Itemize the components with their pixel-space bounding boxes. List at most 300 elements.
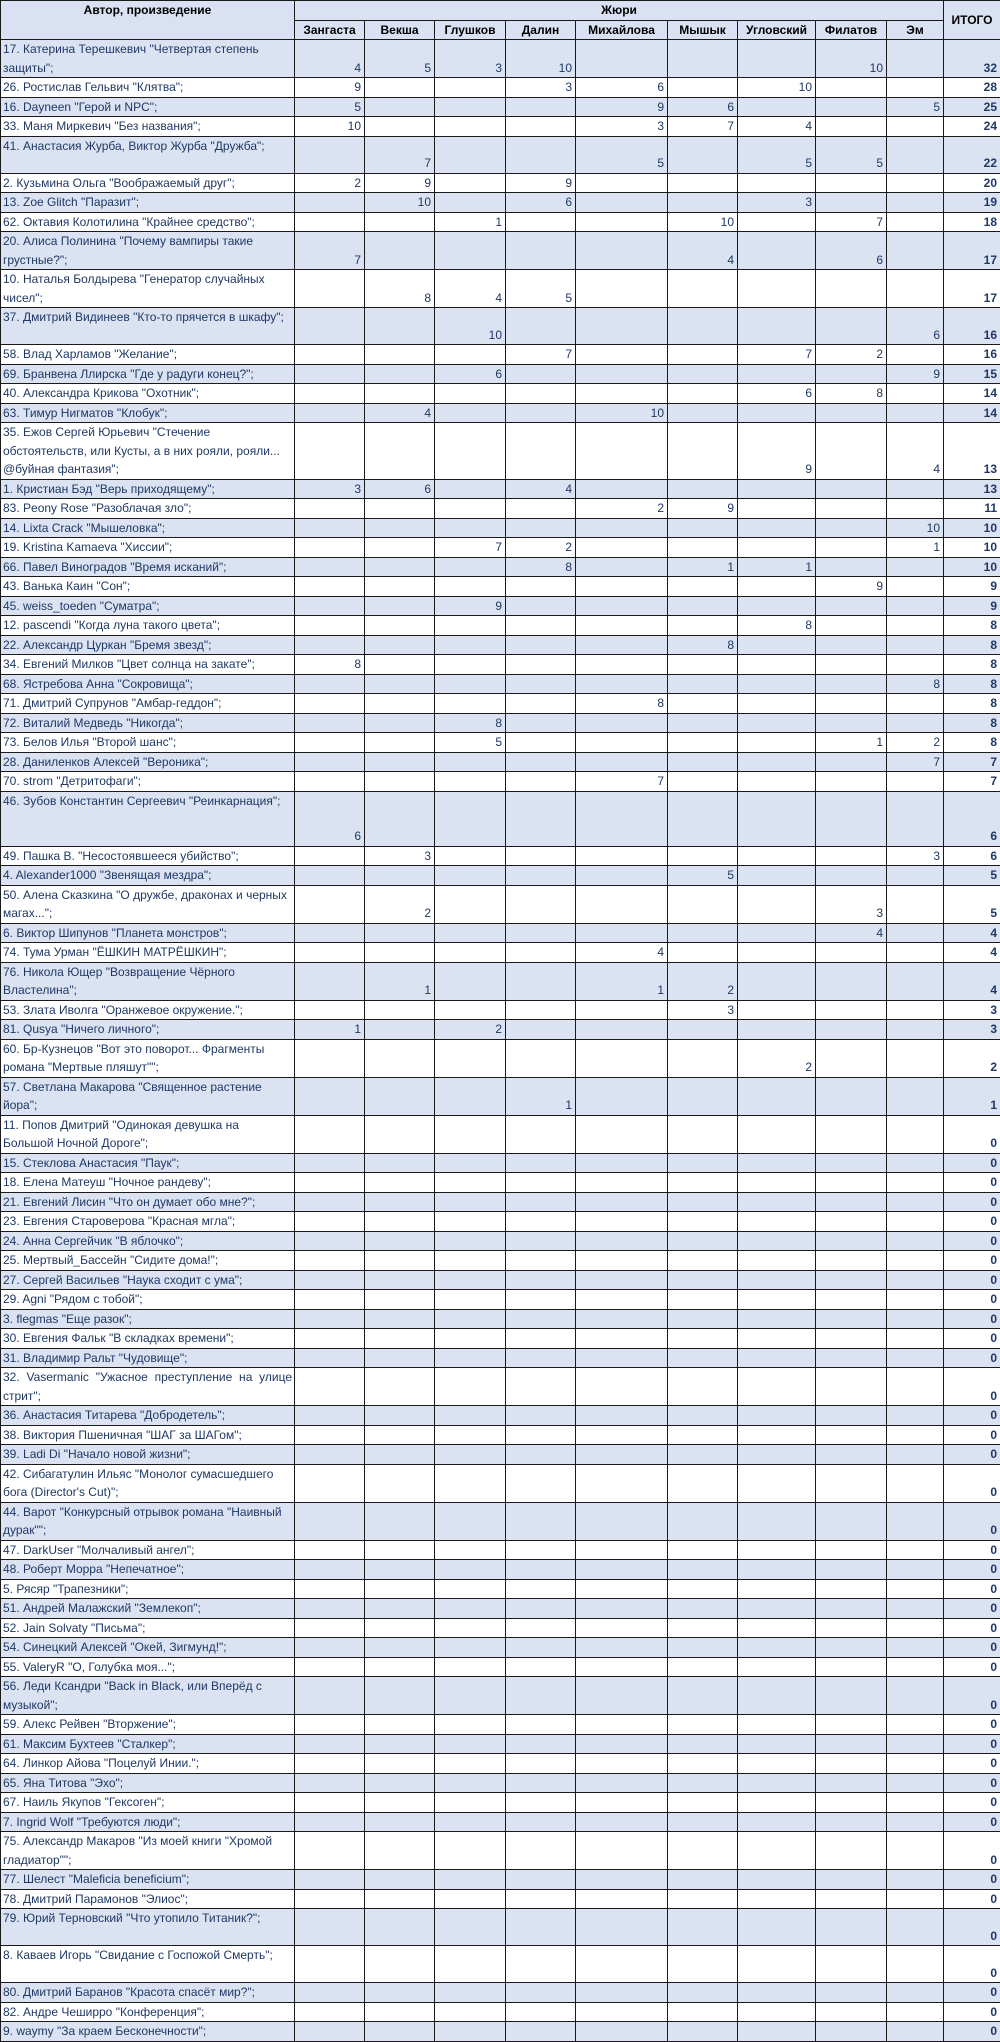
juror-column-header[interactable]: Эм [887,20,944,40]
score-cell[interactable] [295,423,365,480]
score-cell[interactable] [738,1464,816,1502]
score-cell[interactable] [365,1464,435,1502]
score-cell[interactable] [365,212,435,232]
score-cell[interactable] [435,1464,506,1502]
score-cell[interactable] [887,1000,944,1020]
entry-name-cell[interactable]: 51. Андрей Малажский "Землекоп"; [1,1599,295,1619]
score-cell[interactable] [295,212,365,232]
entry-name-cell[interactable]: 70. strom "Детритофаги"; [1,772,295,792]
entry-name-cell[interactable]: 71. Дмитрий Супрунов "Амбар-геддон"; [1,694,295,714]
score-cell[interactable] [506,866,576,886]
total-cell[interactable]: 0 [944,1677,1000,1715]
juror-column-header[interactable]: Векша [365,20,435,40]
total-cell[interactable]: 2 [944,1039,1000,1077]
score-cell[interactable] [668,1039,738,1077]
score-cell[interactable] [295,1618,365,1638]
score-cell[interactable] [435,1983,506,2003]
score-cell[interactable] [816,635,887,655]
score-cell[interactable] [576,1909,668,1946]
score-cell[interactable] [816,403,887,423]
score-cell[interactable] [816,78,887,98]
score-cell[interactable] [738,1270,816,1290]
author-column-header[interactable]: Автор, произведение [1,1,295,40]
score-cell[interactable]: 3 [365,846,435,866]
score-cell[interactable] [887,1793,944,1813]
score-cell[interactable] [365,1020,435,1040]
score-cell[interactable] [506,1020,576,1040]
score-cell[interactable]: 8 [887,674,944,694]
entry-name-cell[interactable]: 17. Катерина Терешкевич "Четвертая степень защиты"; [1,40,295,78]
total-cell[interactable]: 0 [944,1657,1000,1677]
score-cell[interactable]: 3 [668,1000,738,1020]
score-cell[interactable] [576,1309,668,1329]
score-cell[interactable]: 10 [506,40,576,78]
score-cell[interactable] [576,674,668,694]
score-cell[interactable] [506,674,576,694]
score-cell[interactable] [435,1406,506,1426]
score-cell[interactable] [887,943,944,963]
total-cell[interactable]: 0 [944,1270,1000,1290]
score-cell[interactable] [668,885,738,923]
score-cell[interactable] [816,1832,887,1870]
score-cell[interactable] [365,1445,435,1465]
score-cell[interactable] [435,635,506,655]
score-cell[interactable] [435,2022,506,2042]
score-cell[interactable] [435,384,506,404]
score-cell[interactable] [295,1173,365,1193]
entry-name-cell[interactable]: 36. Анастасия Титарева "Добродетель"; [1,1406,295,1426]
score-cell[interactable]: 2 [506,538,576,558]
score-cell[interactable] [435,1793,506,1813]
entry-name-cell[interactable]: 80. Дмитрий Баранов "Красота спасёт мир?"; [1,1983,295,2003]
score-cell[interactable] [506,1540,576,1560]
score-cell[interactable]: 9 [887,364,944,384]
score-cell[interactable] [887,1115,944,1153]
score-cell[interactable] [295,1812,365,1832]
score-cell[interactable] [435,1754,506,1774]
score-cell[interactable] [506,1599,576,1619]
score-cell[interactable]: 5 [295,97,365,117]
total-cell[interactable]: 8 [944,655,1000,675]
score-cell[interactable] [816,674,887,694]
entry-name-cell[interactable]: 9. waymy "За краем Бесконечности"; [1,2022,295,2042]
score-cell[interactable] [816,364,887,384]
score-cell[interactable] [295,403,365,423]
score-cell[interactable] [738,1173,816,1193]
score-cell[interactable] [738,1192,816,1212]
score-cell[interactable] [365,1192,435,1212]
score-cell[interactable]: 4 [365,403,435,423]
score-cell[interactable] [435,97,506,117]
score-cell[interactable] [668,345,738,365]
total-cell[interactable]: 0 [944,1599,1000,1619]
score-cell[interactable] [435,1677,506,1715]
score-cell[interactable] [506,1368,576,1406]
score-cell[interactable] [365,791,435,846]
score-cell[interactable] [576,193,668,213]
score-cell[interactable] [816,1270,887,1290]
score-cell[interactable] [668,384,738,404]
juror-column-header[interactable]: Мышык [668,20,738,40]
score-cell[interactable] [887,1348,944,1368]
score-cell[interactable] [295,193,365,213]
score-cell[interactable] [365,518,435,538]
total-cell[interactable]: 25 [944,97,1000,117]
score-cell[interactable] [816,616,887,636]
entry-name-cell[interactable]: 83. Peony Rose "Разоблачая зло"; [1,499,295,519]
score-cell[interactable] [295,866,365,886]
score-cell[interactable] [887,403,944,423]
score-cell[interactable] [668,1754,738,1774]
entry-name-cell[interactable]: 10. Наталья Болдырева "Генератор случайных чисел"; [1,270,295,308]
score-cell[interactable] [295,384,365,404]
score-cell[interactable] [887,557,944,577]
score-cell[interactable] [506,846,576,866]
entry-name-cell[interactable]: 16. Dayneen "Герой и NPC"; [1,97,295,117]
score-cell[interactable] [887,885,944,923]
score-cell[interactable]: 2 [887,733,944,753]
score-cell[interactable] [506,1909,576,1946]
score-cell[interactable]: 4 [738,117,816,137]
score-cell[interactable] [506,1251,576,1271]
score-cell[interactable] [365,596,435,616]
score-cell[interactable] [668,364,738,384]
score-cell[interactable] [738,1677,816,1715]
score-cell[interactable] [576,1889,668,1909]
score-cell[interactable] [295,1212,365,1232]
score-cell[interactable] [435,655,506,675]
score-cell[interactable] [295,846,365,866]
score-cell[interactable] [738,1560,816,1580]
score-cell[interactable] [816,1754,887,1774]
score-cell[interactable] [506,1231,576,1251]
entry-name-cell[interactable]: 1. Кристиан Бэд "Верь приходящему"; [1,479,295,499]
score-cell[interactable] [887,1540,944,1560]
score-cell[interactable] [668,846,738,866]
score-cell[interactable] [435,674,506,694]
score-cell[interactable] [738,2002,816,2022]
score-cell[interactable] [668,1638,738,1658]
score-cell[interactable] [738,1889,816,1909]
entry-name-cell[interactable]: 52. Jain Solvaty "Письма"; [1,1618,295,1638]
score-cell[interactable] [435,1192,506,1212]
score-cell[interactable]: 1 [435,212,506,232]
score-cell[interactable] [365,1270,435,1290]
total-cell[interactable]: 0 [944,1870,1000,1890]
total-cell[interactable]: 8 [944,674,1000,694]
total-cell[interactable]: 0 [944,1153,1000,1173]
score-cell[interactable] [576,1638,668,1658]
score-cell[interactable] [295,1251,365,1271]
score-cell[interactable] [668,1983,738,2003]
entry-name-cell[interactable]: 27. Сергей Васильев "Наука сходит с ума"; [1,1270,295,1290]
entry-name-cell[interactable]: 57. Светлана Макарова "Священное растение йора"; [1,1077,295,1115]
score-cell[interactable] [435,1270,506,1290]
score-cell[interactable]: 5 [816,136,887,173]
score-cell[interactable] [887,1173,944,1193]
score-cell[interactable] [738,1251,816,1271]
total-cell[interactable]: 0 [944,1251,1000,1271]
entry-name-cell[interactable]: 74. Тума Урман "ЁШКИН МАТРЁШКИН"; [1,943,295,963]
score-cell[interactable] [668,78,738,98]
score-cell[interactable] [576,1020,668,1040]
score-cell[interactable] [816,173,887,193]
score-cell[interactable] [365,1832,435,1870]
score-cell[interactable] [295,538,365,558]
score-cell[interactable] [816,1406,887,1426]
score-cell[interactable]: 7 [506,345,576,365]
total-cell[interactable]: 0 [944,2022,1000,2042]
score-cell[interactable] [576,616,668,636]
score-cell[interactable]: 4 [295,40,365,78]
score-cell[interactable] [365,1231,435,1251]
score-cell[interactable] [738,962,816,1000]
score-cell[interactable]: 10 [295,117,365,137]
score-cell[interactable] [887,1579,944,1599]
score-cell[interactable] [576,1329,668,1349]
entry-name-cell[interactable]: 73. Белов Илья "Второй шанс"; [1,733,295,753]
score-cell[interactable] [887,577,944,597]
score-cell[interactable] [365,866,435,886]
score-cell[interactable] [295,2002,365,2022]
score-cell[interactable] [295,962,365,1000]
score-cell[interactable] [506,791,576,846]
score-cell[interactable] [887,1734,944,1754]
score-cell[interactable] [295,1077,365,1115]
score-cell[interactable] [435,1348,506,1368]
score-cell[interactable] [295,1270,365,1290]
score-cell[interactable] [365,97,435,117]
score-cell[interactable] [668,308,738,345]
score-cell[interactable] [738,1734,816,1754]
score-cell[interactable] [738,1773,816,1793]
score-cell[interactable] [295,733,365,753]
juror-column-header[interactable]: Филатов [816,20,887,40]
score-cell[interactable] [668,1231,738,1251]
total-cell[interactable]: 22 [944,136,1000,173]
score-cell[interactable] [816,866,887,886]
total-cell[interactable]: 5 [944,885,1000,923]
score-cell[interactable] [668,1677,738,1715]
score-cell[interactable] [816,846,887,866]
score-cell[interactable]: 4 [887,423,944,480]
score-cell[interactable] [435,1077,506,1115]
score-cell[interactable] [668,616,738,636]
score-cell[interactable] [738,479,816,499]
score-cell[interactable] [887,1983,944,2003]
score-cell[interactable] [887,117,944,137]
score-cell[interactable] [435,499,506,519]
total-cell[interactable]: 13 [944,423,1000,480]
score-cell[interactable] [887,791,944,846]
score-cell[interactable] [576,1115,668,1153]
total-cell[interactable]: 14 [944,384,1000,404]
score-cell[interactable] [506,943,576,963]
score-cell[interactable] [365,499,435,519]
score-cell[interactable] [295,577,365,597]
score-cell[interactable] [365,1039,435,1077]
score-cell[interactable] [668,1715,738,1735]
score-cell[interactable] [365,384,435,404]
score-cell[interactable] [668,694,738,714]
total-cell[interactable]: 0 [944,1290,1000,1310]
score-cell[interactable] [506,499,576,519]
score-cell[interactable] [435,232,506,270]
entry-name-cell[interactable]: 26. Ростислав Гельвич "Клятва"; [1,78,295,98]
entry-name-cell[interactable]: 7. Ingrid Wolf "Требуются люди"; [1,1812,295,1832]
score-cell[interactable] [816,1173,887,1193]
score-cell[interactable] [576,635,668,655]
score-cell[interactable]: 3 [435,40,506,78]
total-cell[interactable]: 0 [944,1734,1000,1754]
score-cell[interactable] [435,423,506,480]
score-cell[interactable] [738,1231,816,1251]
score-cell[interactable] [435,1579,506,1599]
score-cell[interactable] [816,1560,887,1580]
score-cell[interactable] [365,1946,435,1983]
score-cell[interactable]: 7 [365,136,435,173]
score-cell[interactable] [816,1793,887,1813]
score-cell[interactable] [668,1889,738,1909]
entry-name-cell[interactable]: 20. Алиса Полинина "Почему вампиры такие грустные?"; [1,232,295,270]
score-cell[interactable] [435,557,506,577]
score-cell[interactable] [816,1734,887,1754]
total-cell[interactable]: 11 [944,499,1000,519]
score-cell[interactable] [887,1425,944,1445]
score-cell[interactable] [738,1638,816,1658]
score-cell[interactable] [576,173,668,193]
score-cell[interactable] [576,1677,668,1715]
score-cell[interactable] [738,1946,816,1983]
score-cell[interactable]: 10 [365,193,435,213]
score-cell[interactable] [887,345,944,365]
score-cell[interactable] [668,655,738,675]
score-cell[interactable] [668,1115,738,1153]
score-cell[interactable] [887,479,944,499]
total-cell[interactable]: 0 [944,1812,1000,1832]
score-cell[interactable] [295,1773,365,1793]
score-cell[interactable] [295,1540,365,1560]
score-cell[interactable] [295,1832,365,1870]
score-cell[interactable] [295,1348,365,1368]
score-cell[interactable] [576,1406,668,1426]
entry-name-cell[interactable]: 66. Павел Виноградов "Время исканий"; [1,557,295,577]
score-cell[interactable] [506,1715,576,1735]
entry-name-cell[interactable]: 77. Шелест "Maleficia beneficium"; [1,1870,295,1890]
score-cell[interactable] [295,1579,365,1599]
score-cell[interactable] [365,1153,435,1173]
score-cell[interactable]: 6 [887,308,944,345]
score-cell[interactable]: 1 [576,962,668,1000]
score-cell[interactable]: 3 [738,193,816,213]
score-cell[interactable]: 6 [295,791,365,846]
score-cell[interactable]: 1 [738,557,816,577]
score-cell[interactable] [816,1425,887,1445]
score-cell[interactable] [295,1425,365,1445]
score-cell[interactable] [576,866,668,886]
score-cell[interactable] [295,270,365,308]
total-cell[interactable]: 0 [944,1946,1000,1983]
score-cell[interactable] [435,1734,506,1754]
total-cell[interactable]: 9 [944,577,1000,597]
score-cell[interactable] [576,846,668,866]
score-cell[interactable] [295,885,365,923]
score-cell[interactable] [506,1309,576,1329]
score-cell[interactable] [816,1368,887,1406]
score-cell[interactable] [887,1889,944,1909]
score-cell[interactable] [435,1173,506,1193]
score-cell[interactable] [506,1657,576,1677]
score-cell[interactable] [365,752,435,772]
score-cell[interactable] [365,577,435,597]
score-cell[interactable] [435,1812,506,1832]
score-cell[interactable] [506,384,576,404]
score-cell[interactable]: 8 [506,557,576,577]
score-cell[interactable]: 4 [576,943,668,963]
score-cell[interactable] [668,1192,738,1212]
score-cell[interactable] [435,479,506,499]
score-cell[interactable] [576,1734,668,1754]
score-cell[interactable] [887,694,944,714]
entry-name-cell[interactable]: 81. Qusya "Ничего личного"; [1,1020,295,1040]
score-cell[interactable] [887,1870,944,1890]
score-cell[interactable] [738,1020,816,1040]
score-cell[interactable] [295,1599,365,1619]
total-cell[interactable]: 0 [944,1348,1000,1368]
score-cell[interactable]: 6 [576,78,668,98]
entry-name-cell[interactable]: 47. DarkUser "Молчаливый ангел"; [1,1540,295,1560]
score-cell[interactable] [435,1773,506,1793]
score-cell[interactable] [738,694,816,714]
score-cell[interactable]: 2 [816,345,887,365]
score-cell[interactable] [668,1368,738,1406]
entry-name-cell[interactable]: 79. Юрий Терновский "Что утопило Титаник?"; [1,1909,295,1946]
score-cell[interactable] [365,655,435,675]
score-cell[interactable] [576,1502,668,1540]
entry-name-cell[interactable]: 35. Ежов Сергей Юрьевич "Стечение обстоятельств, или Кусты, а в них рояли, рояли... @буйная фантазия"; [1,423,295,480]
score-cell[interactable] [576,1715,668,1735]
total-cell[interactable]: 8 [944,635,1000,655]
score-cell[interactable] [887,1560,944,1580]
score-cell[interactable] [435,1115,506,1153]
score-cell[interactable] [887,1192,944,1212]
score-cell[interactable] [506,1270,576,1290]
score-cell[interactable] [506,97,576,117]
score-cell[interactable] [435,345,506,365]
score-cell[interactable] [887,1502,944,1540]
score-cell[interactable] [365,1560,435,1580]
score-cell[interactable] [506,616,576,636]
entry-name-cell[interactable]: 21. Евгений Лисин "Что он думает обо мне?"; [1,1192,295,1212]
score-cell[interactable] [576,1231,668,1251]
score-cell[interactable] [816,1251,887,1271]
score-cell[interactable] [295,1793,365,1813]
score-cell[interactable] [738,885,816,923]
entry-name-cell[interactable]: 69. Бранвена Ллирска "Где у радуги конец?"; [1,364,295,384]
score-cell[interactable] [576,1618,668,1638]
score-cell[interactable] [816,1231,887,1251]
score-cell[interactable] [295,713,365,733]
score-cell[interactable] [887,923,944,943]
score-cell[interactable] [816,1889,887,1909]
score-cell[interactable] [506,635,576,655]
total-cell[interactable]: 0 [944,1192,1000,1212]
score-cell[interactable] [506,1173,576,1193]
total-cell[interactable]: 9 [944,596,1000,616]
score-cell[interactable] [887,2022,944,2042]
score-cell[interactable] [295,1406,365,1426]
score-cell[interactable]: 10 [668,212,738,232]
